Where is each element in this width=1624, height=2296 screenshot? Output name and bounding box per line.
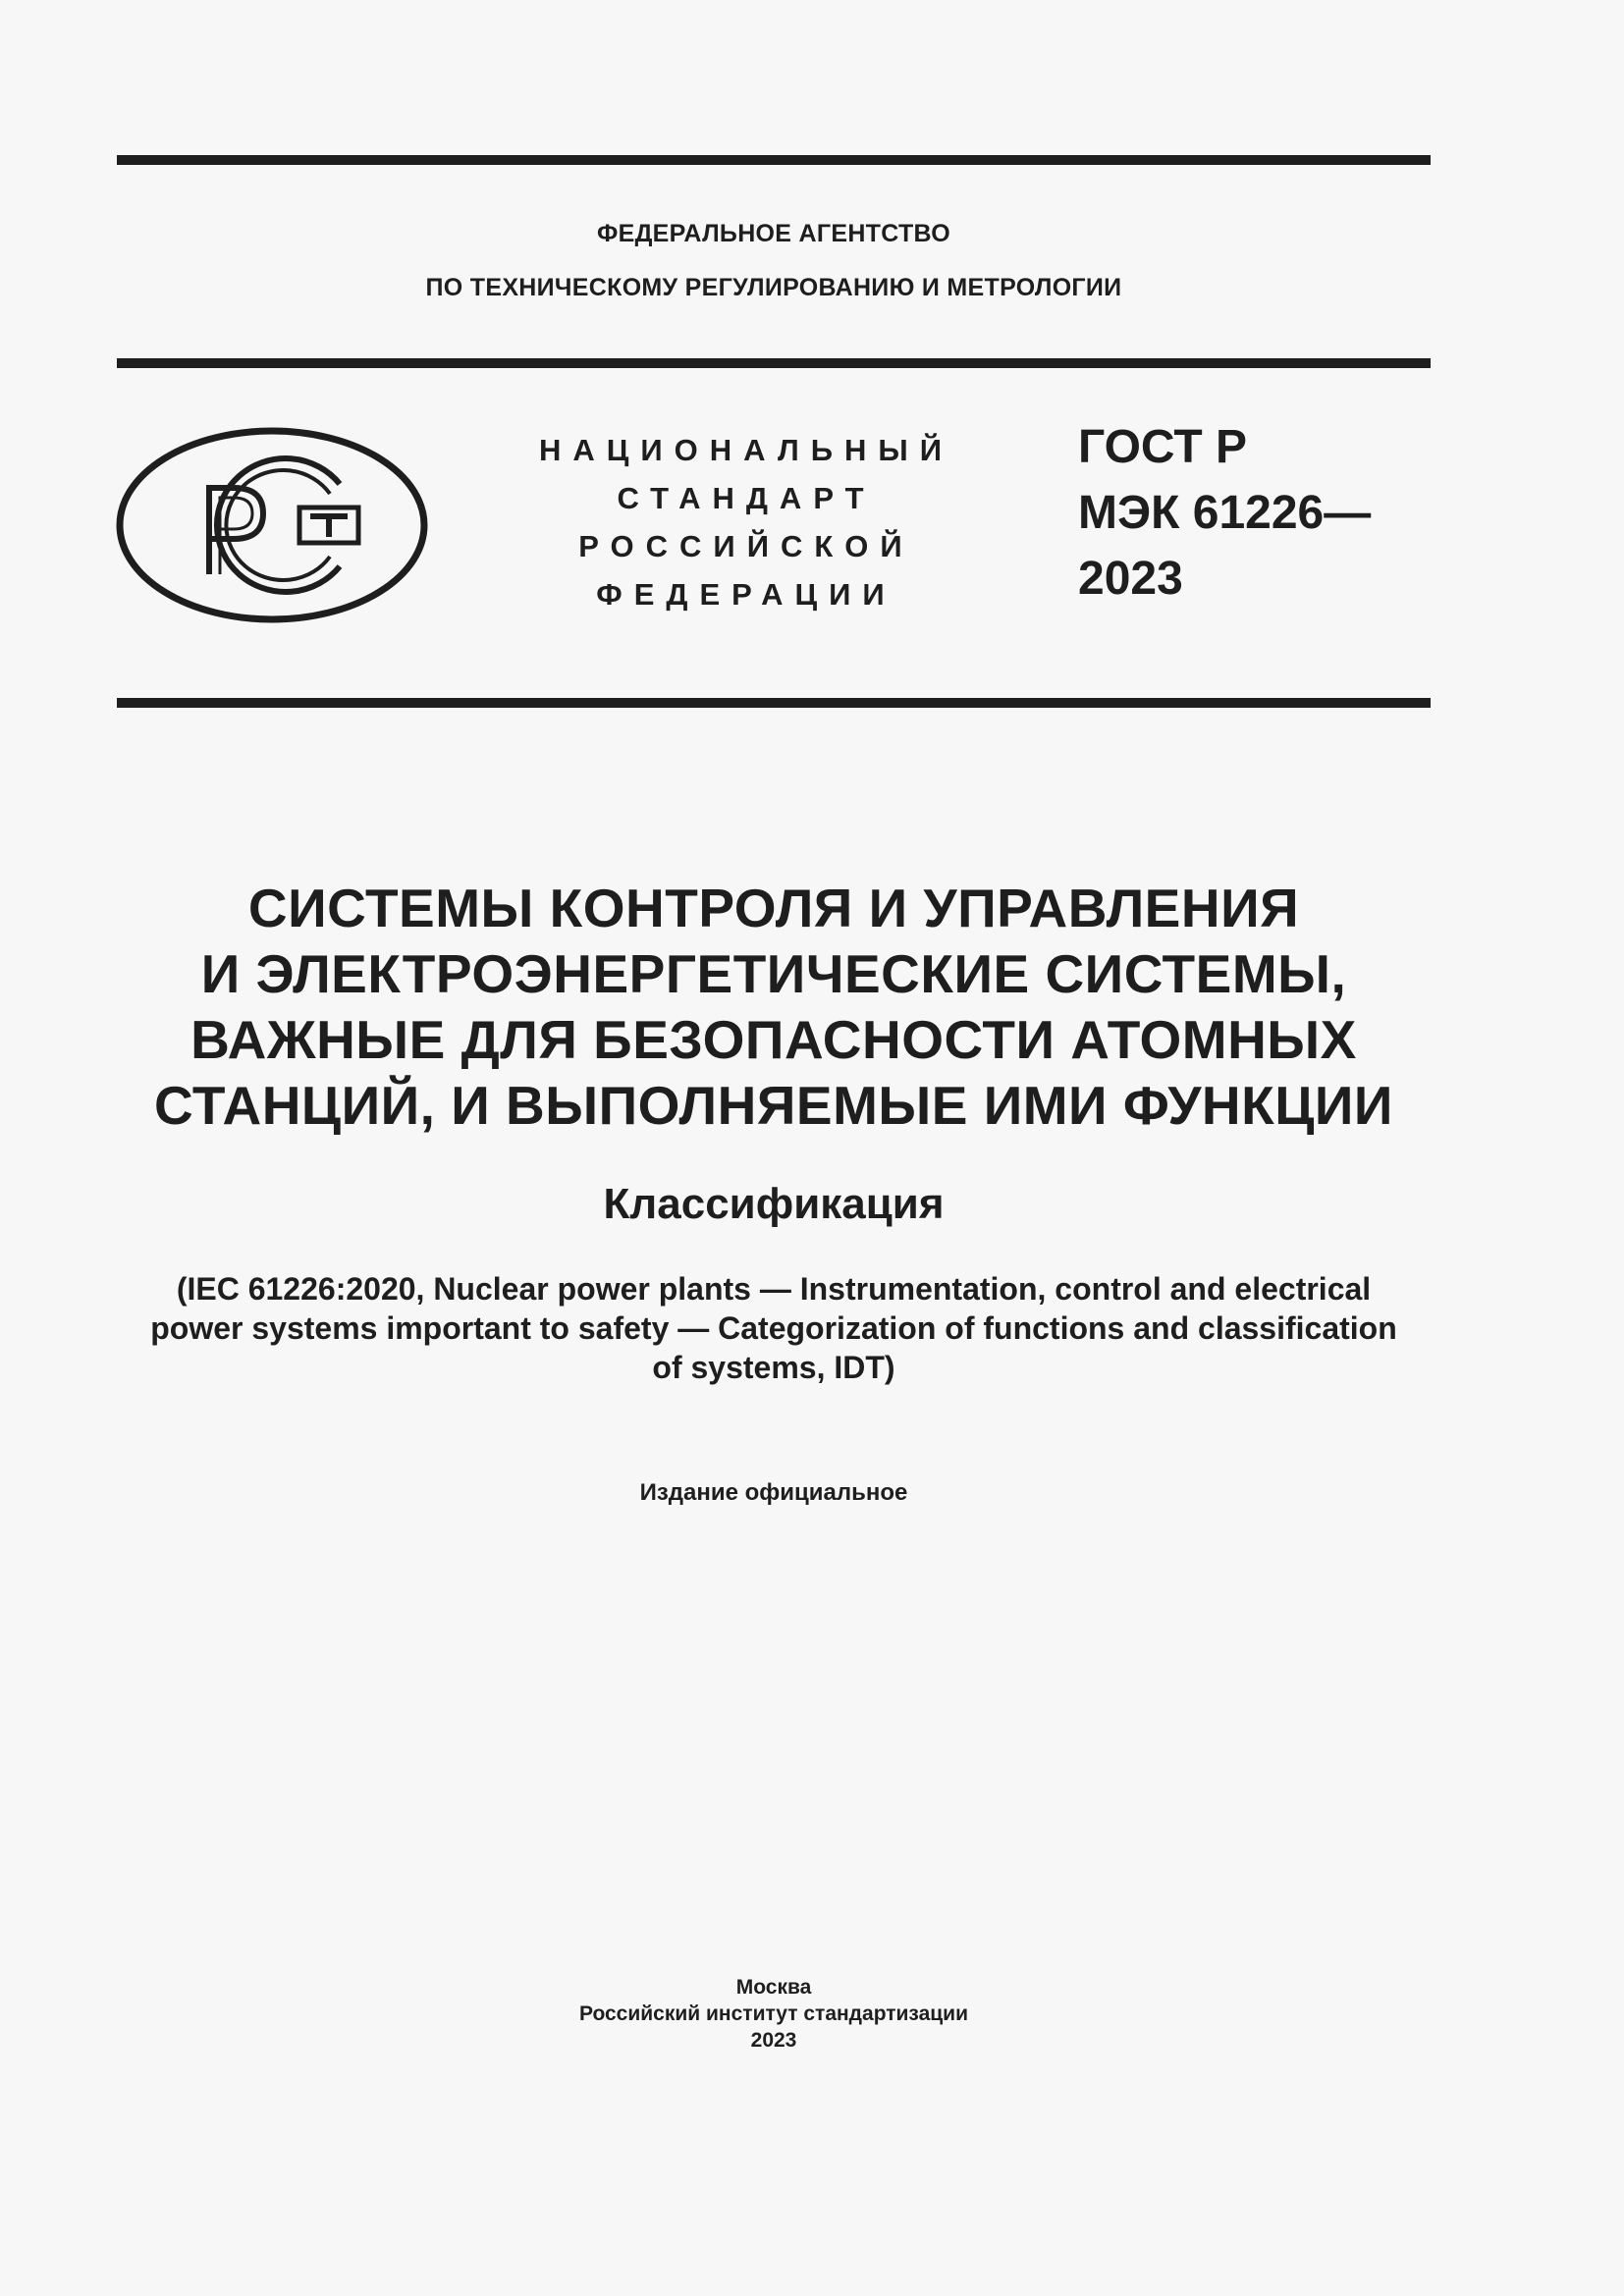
standard-designation: [1078, 414, 1451, 612]
agency-rule: [117, 358, 1431, 368]
imprint-year: 2023: [750, 2029, 797, 2052]
rst-logo-icon: [116, 427, 428, 623]
title-line-4: СТАНЦИЙ, И ВЫПОЛНЯЕМЫЕ ИМИ ФУНКЦИИ: [154, 1075, 1393, 1136]
international-reference: [117, 1269, 1431, 1387]
designation-line-1: ГОСТ Р: [1078, 421, 1248, 473]
imprint-city: Москва: [735, 1976, 812, 1999]
document-subtitle: Классификация: [603, 1180, 945, 1228]
title-line-2: И ЭЛЕКТРОЭНЕРГЕТИЧЕСКИЕ СИСТЕМЫ,: [200, 943, 1347, 1004]
title-line-3: ВАЖНЫЕ ДЛЯ БЕЗОПАСНОСТИ АТОМНЫХ: [190, 1009, 1357, 1070]
designation-line-2: МЭК 61226—: [1078, 487, 1372, 539]
agency-line-2: ПО ТЕХНИЧЕСКОМУ РЕГУЛИРОВАНИЮ И МЕТРОЛОГИИ: [425, 274, 1122, 301]
intl-line-2: power systems important to safety — Categorization of functions and classification: [150, 1310, 1397, 1346]
imprint: [117, 1974, 1431, 2054]
intl-line-3: of systems, IDT): [652, 1350, 895, 1385]
edition-label: Издание официальное: [639, 1479, 908, 1506]
national-standard-line-4: ФЕДЕРАЦИИ: [596, 577, 896, 612]
national-standard-line-1: НАЦИОНАЛЬНЫЙ: [538, 433, 954, 467]
top-rule: [117, 155, 1431, 165]
document-title: [117, 876, 1431, 1139]
title-line-1: СИСТЕМЫ КОНТРОЛЯ И УПРАВЛЕНИЯ: [247, 878, 1300, 938]
imprint-publisher: Российский институт стандартизации: [578, 2002, 969, 2025]
designation-line-3: 2023: [1078, 553, 1183, 605]
national-standard-line-3: РОССИЙСКОЙ: [578, 529, 914, 563]
header-bottom-rule: [117, 698, 1431, 708]
national-standard-line-2: СТАНДАРТ: [617, 481, 876, 515]
agency-line-1: ФЕДЕРАЛЬНОЕ АГЕНТСТВО: [596, 220, 951, 247]
intl-line-1: (IEC 61226:2020, Nuclear power plants — Instrumentation, control and electrical: [176, 1271, 1372, 1307]
agency-heading: [117, 207, 1431, 315]
national-standard-label: [520, 426, 972, 618]
